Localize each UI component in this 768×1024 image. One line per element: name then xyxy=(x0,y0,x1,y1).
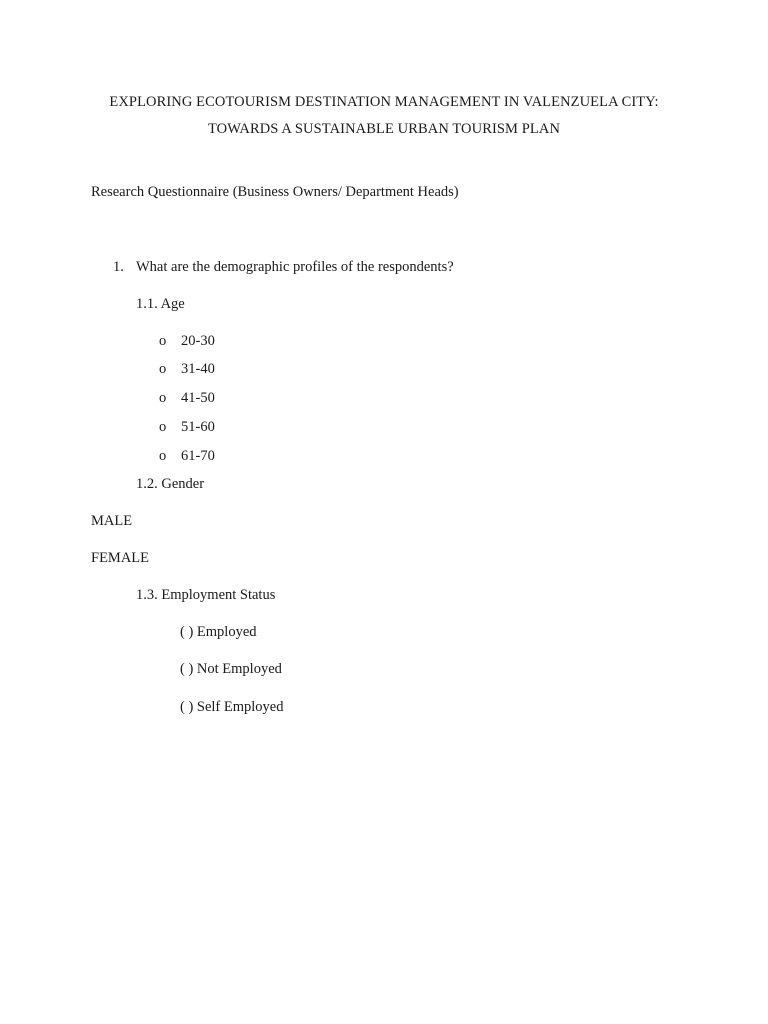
bullet-icon: o xyxy=(159,390,167,406)
bullet-icon: o xyxy=(159,419,167,435)
title-line-2: TOWARDS A SUSTAINABLE URBAN TOURISM PLAN xyxy=(207,121,561,137)
gender-label: 1.2. Gender xyxy=(136,476,205,492)
employment-option-self-employed: ( ) Self Employed xyxy=(180,699,284,715)
age-option xyxy=(159,418,215,436)
employment-option-not-employed: ( ) Not Employed xyxy=(180,661,282,677)
age-option xyxy=(159,447,215,465)
question-number: 1. xyxy=(113,259,124,275)
questionnaire-subtitle: Research Questionnaire (Business Owners/ Department Heads) xyxy=(91,184,459,200)
employment-option-employed: ( ) Employed xyxy=(180,624,257,640)
question-text: What are the demographic profiles of the respondents? xyxy=(136,259,454,275)
age-option xyxy=(159,389,215,407)
gender-option-male: MALE xyxy=(91,513,133,529)
employment-status-label: 1.3. Employment Status xyxy=(136,587,276,603)
age-option-label: 41-50 xyxy=(181,390,215,406)
age-option-label: 31-40 xyxy=(181,361,215,377)
bullet-icon: o xyxy=(159,333,167,349)
age-option-label: 61-70 xyxy=(181,448,215,464)
age-option xyxy=(159,360,215,378)
age-option-label: 20-30 xyxy=(181,333,215,349)
age-label: 1.1. Age xyxy=(136,296,185,312)
age-option-label: 51-60 xyxy=(181,419,215,435)
age-option xyxy=(159,332,215,350)
bullet-icon: o xyxy=(159,448,167,464)
gender-option-female: FEMALE xyxy=(91,550,149,566)
title-line-1: EXPLORING ECOTOURISM DESTINATION MANAGEMENT IN VALENZUELA CITY: xyxy=(109,94,659,110)
bullet-icon: o xyxy=(159,361,167,377)
